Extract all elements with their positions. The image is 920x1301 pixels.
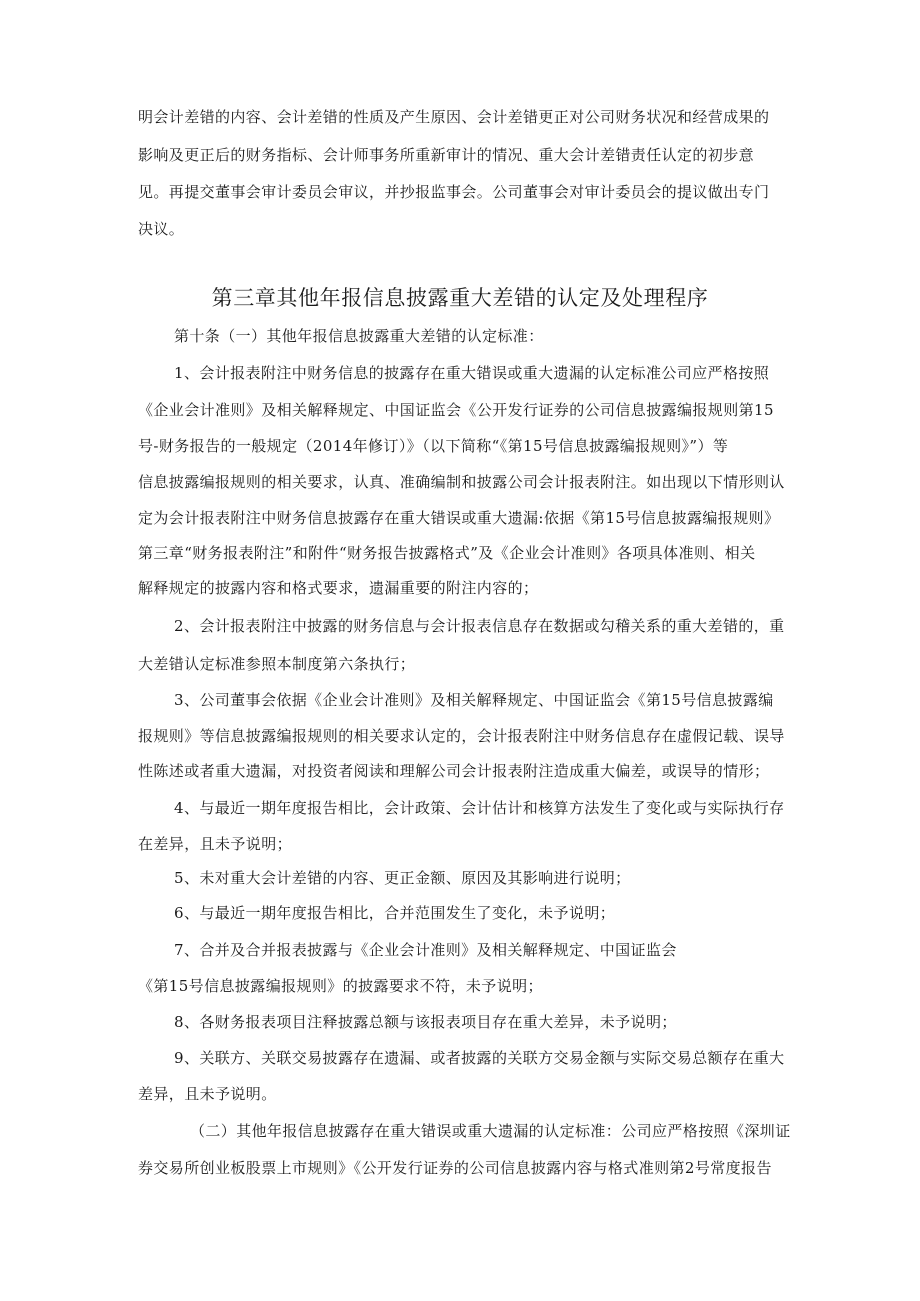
intro-line: 决议。 [138,220,185,238]
article-heading: 第十条（一）其他年报信息披露重大差错的认定标准： [174,327,544,345]
item-1-line: 1、会计报表附注中财务信息的披露存在重大错误或重大遗漏的认定标准公司应严格按照 [174,364,770,382]
item-3-line: 性陈述或者重大遗漏，对投资者阅读和理解公司会计报表附注造成重大偏差，或误导的情形； [138,762,770,780]
item-4-line: 4、与最近一期年度报告相比，会计政策、会计估计和核算方法发生了变化或与实际执行存 [174,799,785,817]
item-1-line: 解释规定的披露内容和格式要求，遗漏重要的附注内容的； [138,579,539,597]
item-9-line: 9、关联方、关联交易披露存在遗漏、或者披露的关联方交易金额与实际交易总额存在重大 [174,1049,785,1067]
item-7-line: 7、合并及合并报表披露与《企业会计准则》及相关解释规定、中国证监会 [174,941,677,959]
item-9-line: 差异，且未予说明。 [138,1085,277,1103]
item-3-line: 报规则》等信息披露编报规则的相关要求认定的，会计报表附注中财务信息存在虚假记载、误导 [138,727,785,745]
item-7-line: 《第15号信息披露编报规则》的披露要求不符，未予说明； [138,977,543,995]
section-two-line: （二）其他年报信息披露存在重大错误或重大遗漏的认定标准：公司应严格按照《深圳证 [190,1122,791,1140]
item-2-line: 大差错认定标准参照本制度第六条执行； [138,655,416,673]
intro-line: 见。再提交董事会审计委员会审议，并抄报监事会。公司董事会对审计委员会的提议做出专门 [138,183,770,201]
item-2-line: 2、会计报表附注中披露的财务信息与会计报表信息存在数据或勾稽关系的重大差错的，重 [174,617,785,635]
item-1-line: 定为会计报表附注中财务信息披露存在重大错误或重大遗漏:依据《第15号信息披露编报规则》 [138,509,780,527]
item-1-line: 《企业会计准则》及相关解释规定、中国证监会《公开发行证券的公司信息披露编报规则第15 [138,401,774,419]
chapter-title: 第三章其他年报信息披露重大差错的认定及处理程序 [211,286,709,310]
intro-line: 影响及更正后的财务指标、会计师事务所重新审计的情况、重大会计差错责任认定的初步意 [138,146,755,164]
item-4-line: 在差异，且未予说明； [138,835,293,853]
item-8-line: 8、各财务报表项目注释披露总额与该报表项目存在重大差异，未予说明； [174,1013,677,1031]
intro-line: 明会计差错的内容、会计差错的性质及产生原因、会计差错更正对公司财务状况和经营成果的 [138,108,770,126]
item-5-line: 5、未对重大会计差错的内容、更正金额、原因及其影响进行说明； [174,869,631,887]
item-1-line: 号-财务报告的一般规定（2014年修订）》（以下简称“《第15号信息披露编报规则》”）等 [138,437,729,455]
item-1-line: 信息披露编报规则的相关要求，认真、准确编制和披露公司会计报表附注。如出现以下情形则认 [138,473,785,491]
item-6-line: 6、与最近一期年度报告相比，合并范围发生了变化，未予说明； [174,904,616,922]
item-1-line: 第三章“财务报表附注”和附件“财务报告披露格式”及《企业会计准则》各项具体准则、相关 [138,544,756,562]
item-3-line: 3、公司董事会依据《企业会计准则》及相关解释规定、中国证监会《第15号信息披露编 [174,691,774,709]
section-two-line: 券交易所创业板股票上市规则》《公开发行证券的公司信息披露内容与格式准则第2号常度报告 [138,1159,772,1177]
